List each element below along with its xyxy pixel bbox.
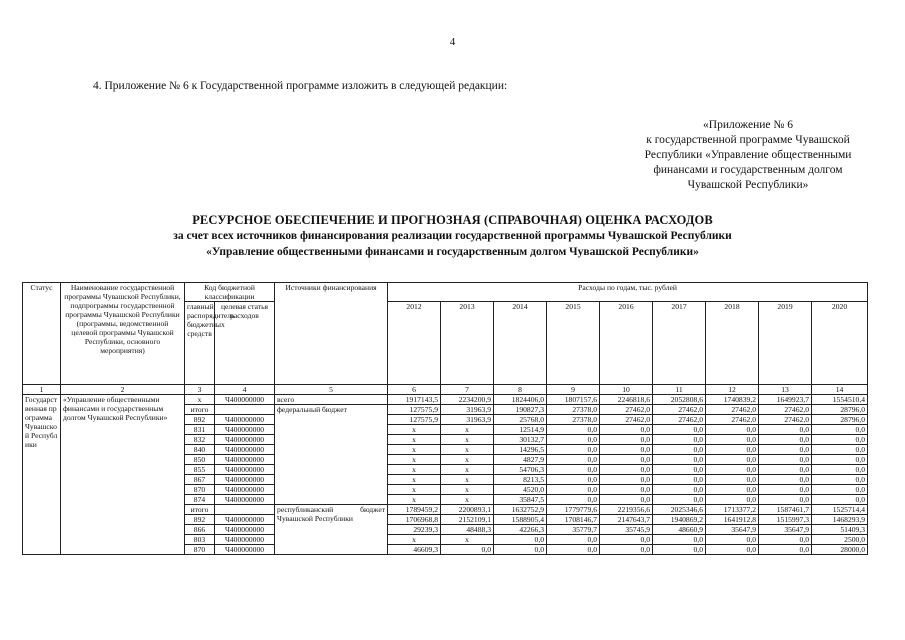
value-cell: 0,0 — [653, 465, 706, 475]
column-number: 7 — [441, 385, 494, 395]
value-cell: 4520,0 — [494, 485, 547, 495]
value-cell: 27462,0 — [600, 405, 653, 415]
value-cell: 35647,9 — [759, 525, 812, 535]
value-cell: x — [388, 435, 441, 445]
value-cell: 0,0 — [706, 475, 759, 485]
value-cell: 0,0 — [759, 535, 812, 545]
value-cell: 127575,9 — [388, 405, 441, 415]
article-code-cell — [215, 505, 275, 515]
value-cell: x — [441, 455, 494, 465]
value-cell: 0,0 — [706, 485, 759, 495]
value-cell: 28000,0 — [812, 545, 868, 555]
gr-code-cell: 866 — [185, 525, 215, 535]
value-cell: 51409,3 — [812, 525, 868, 535]
value-cell: 25768,0 — [494, 415, 547, 425]
header-year: 2017 — [653, 302, 706, 385]
value-cell: 0,0 — [494, 535, 547, 545]
column-number: 14 — [812, 385, 868, 395]
value-cell: 42266,3 — [494, 525, 547, 535]
article-code-cell: Ч400000000 — [215, 465, 275, 475]
value-cell: 0,0 — [494, 545, 547, 555]
program-name-cell: «Управление общественными финансами и государственным долгом Чувашской Республики» — [61, 395, 185, 555]
value-cell: 0,0 — [706, 425, 759, 435]
value-cell: 0,0 — [759, 465, 812, 475]
value-cell: 0,0 — [812, 445, 868, 455]
page-number: 4 — [449, 36, 456, 48]
gr-code-cell: 850 — [185, 455, 215, 465]
value-cell: 0,0 — [812, 475, 868, 485]
appendix-note-line: финансами и государственным долгом — [653, 164, 843, 176]
value-cell: x — [388, 465, 441, 475]
article-code-cell: Ч400000000 — [215, 495, 275, 505]
value-cell: x — [441, 465, 494, 475]
status-cell: Государственная программа Чувашской Республики — [23, 395, 61, 555]
value-cell: 27462,0 — [706, 405, 759, 415]
value-cell: 0,0 — [600, 465, 653, 475]
value-cell: 0,0 — [653, 425, 706, 435]
value-cell: x — [441, 535, 494, 545]
source-cell: всего — [275, 395, 388, 405]
value-cell: 35647,9 — [706, 525, 759, 535]
header-gr: главный распорядитель бюджетных средств — [185, 302, 215, 385]
article-code-cell: Ч400000000 — [215, 535, 275, 545]
value-cell: 35847,5 — [494, 495, 547, 505]
value-cell: 0,0 — [653, 495, 706, 505]
value-cell: 2234200,9 — [441, 395, 494, 405]
article-code-cell — [215, 405, 275, 415]
value-cell: 0,0 — [600, 445, 653, 455]
appendix-note-line: «Приложение № 6 — [703, 119, 793, 131]
value-cell: 0,0 — [547, 535, 600, 545]
value-cell: x — [441, 435, 494, 445]
value-cell: 0,0 — [653, 455, 706, 465]
value-cell: 0,0 — [759, 445, 812, 455]
column-number: 1 — [23, 385, 61, 395]
header-year: 2013 — [441, 302, 494, 385]
value-cell: 0,0 — [547, 485, 600, 495]
value-cell: 2246818,6 — [600, 395, 653, 405]
intro-paragraph: 4. Приложение № 6 к Государственной программе изложить в следующей редакции: — [93, 80, 508, 92]
header-year: 2019 — [759, 302, 812, 385]
header-article: целевая статья расходов — [215, 302, 275, 385]
value-cell: 28796,0 — [812, 415, 868, 425]
article-code-cell: Ч400000000 — [215, 425, 275, 435]
value-cell: 27378,0 — [547, 405, 600, 415]
value-cell: 0,0 — [547, 455, 600, 465]
value-cell: 0,0 — [759, 425, 812, 435]
value-cell: 1515997,3 — [759, 515, 812, 525]
gr-code-cell: 867 — [185, 475, 215, 485]
value-cell: 1917143,5 — [388, 395, 441, 405]
appendix-note-line: Республики «Управление общественными — [644, 149, 852, 161]
value-cell: 1713377,2 — [706, 505, 759, 515]
value-cell: 1525714,4 — [812, 505, 868, 515]
value-cell: 27462,0 — [759, 405, 812, 415]
value-cell: x — [388, 445, 441, 455]
value-cell: 1641912,8 — [706, 515, 759, 525]
value-cell: 0,0 — [812, 485, 868, 495]
value-cell: x — [388, 475, 441, 485]
header-year: 2015 — [547, 302, 600, 385]
article-code-cell: Ч400000000 — [215, 415, 275, 425]
value-cell: 29239,3 — [388, 525, 441, 535]
value-cell: 27462,0 — [759, 415, 812, 425]
article-code-cell: Ч400000000 — [215, 445, 275, 455]
value-cell: 0,0 — [441, 545, 494, 555]
source-cell: федеральный бюджет — [275, 405, 388, 505]
value-cell: 27378,0 — [547, 415, 600, 425]
value-cell: 0,0 — [600, 455, 653, 465]
value-cell: 0,0 — [600, 475, 653, 485]
article-code-cell: Ч400000000 — [215, 485, 275, 495]
article-code-cell: Ч400000000 — [215, 455, 275, 465]
gr-code-cell: x — [185, 395, 215, 405]
value-cell: 0,0 — [759, 495, 812, 505]
column-number: 2 — [61, 385, 185, 395]
gr-code-cell: 892 — [185, 415, 215, 425]
gr-code-cell: 840 — [185, 445, 215, 455]
value-cell: 0,0 — [653, 445, 706, 455]
value-cell: 0,0 — [759, 455, 812, 465]
value-cell: 46609,3 — [388, 545, 441, 555]
value-cell: 1649923,7 — [759, 395, 812, 405]
value-cell: 2500,0 — [812, 535, 868, 545]
value-cell: 0,0 — [600, 535, 653, 545]
value-cell: x — [388, 495, 441, 505]
value-cell: 4827,9 — [494, 455, 547, 465]
header-name: Наименование государственной программы Чувашской Республики, подпрограммы государственной программы Чувашской Республики (программы, ведомственной целевой программы Чувашской Республики, основного мероприятия) — [61, 283, 185, 385]
value-cell: x — [388, 485, 441, 495]
value-cell: 12514,9 — [494, 425, 547, 435]
budget-table — [22, 282, 868, 555]
gr-code-cell: 831 — [185, 425, 215, 435]
column-number: 5 — [275, 385, 388, 395]
value-cell: 0,0 — [812, 495, 868, 505]
column-number: 12 — [706, 385, 759, 395]
gr-code-cell: 874 — [185, 495, 215, 505]
value-cell: 1740839,2 — [706, 395, 759, 405]
value-cell: 1706968,8 — [388, 515, 441, 525]
value-cell: 1587461,7 — [759, 505, 812, 515]
value-cell: 1779779,6 — [547, 505, 600, 515]
value-cell: 14296,5 — [494, 445, 547, 455]
value-cell: 2052808,6 — [653, 395, 706, 405]
value-cell: 2200893,1 — [441, 505, 494, 515]
appendix-note-line: к государственной программе Чувашской — [646, 134, 850, 146]
value-cell: 1708146,7 — [547, 515, 600, 525]
value-cell: x — [388, 455, 441, 465]
header-expenses: Расходы по годам, тыс. рублей — [388, 283, 868, 302]
value-cell: 48660,9 — [653, 525, 706, 535]
article-code-cell: Ч400000000 — [215, 545, 275, 555]
value-cell: 0,0 — [600, 545, 653, 555]
gr-code-cell: итого — [185, 505, 215, 515]
value-cell: 27462,0 — [600, 415, 653, 425]
value-cell: 0,0 — [600, 435, 653, 445]
value-cell: 0,0 — [653, 485, 706, 495]
value-cell: 0,0 — [706, 435, 759, 445]
document-heading — [0, 212, 905, 260]
value-cell: 0,0 — [706, 445, 759, 455]
value-cell: x — [441, 425, 494, 435]
value-cell: 1824406,0 — [494, 395, 547, 405]
article-code-cell: Ч400000000 — [215, 515, 275, 525]
value-cell: x — [441, 445, 494, 455]
value-cell: 35745,9 — [600, 525, 653, 535]
gr-code-cell: 870 — [185, 485, 215, 495]
column-number: 11 — [653, 385, 706, 395]
value-cell: 48488,3 — [441, 525, 494, 535]
value-cell: 1940869,2 — [653, 515, 706, 525]
value-cell: 2152109,1 — [441, 515, 494, 525]
article-code-cell: Ч400000000 — [215, 525, 275, 535]
column-number: 9 — [547, 385, 600, 395]
value-cell: 0,0 — [547, 545, 600, 555]
value-cell: 0,0 — [547, 445, 600, 455]
value-cell: 2147643,7 — [600, 515, 653, 525]
column-number: 10 — [600, 385, 653, 395]
value-cell: 0,0 — [706, 495, 759, 505]
value-cell: 0,0 — [547, 465, 600, 475]
value-cell: 2025346,6 — [653, 505, 706, 515]
column-number: 3 — [185, 385, 215, 395]
value-cell: 0,0 — [759, 485, 812, 495]
gr-code-cell: 855 — [185, 465, 215, 475]
value-cell: 0,0 — [759, 545, 812, 555]
value-cell: 35779,7 — [547, 525, 600, 535]
value-cell: 0,0 — [759, 475, 812, 485]
value-cell: 0,0 — [759, 435, 812, 445]
gr-code-cell: 870 — [185, 545, 215, 555]
header-status: Статус — [23, 283, 61, 385]
value-cell: 0,0 — [653, 545, 706, 555]
value-cell: x — [388, 425, 441, 435]
appendix-note-line: Чувашской Республики» — [687, 179, 809, 191]
value-cell: x — [388, 535, 441, 545]
heading-line-3: «Управление общественными финансами и государственным долгом Чувашской Республики» — [206, 246, 699, 258]
value-cell: 1588905,4 — [494, 515, 547, 525]
value-cell: 0,0 — [600, 485, 653, 495]
gr-code-cell: итого — [185, 405, 215, 415]
value-cell: 1807157,6 — [547, 395, 600, 405]
value-cell: 0,0 — [812, 425, 868, 435]
value-cell: 31963,9 — [441, 405, 494, 415]
value-cell: 0,0 — [547, 435, 600, 445]
value-cell: 0,0 — [812, 465, 868, 475]
header-row-1 — [23, 283, 868, 302]
appendix-note — [598, 118, 898, 193]
value-cell: x — [441, 485, 494, 495]
value-cell: 0,0 — [706, 465, 759, 475]
value-cell: 28796,0 — [812, 405, 868, 415]
value-cell: 1554510,4 — [812, 395, 868, 405]
header-year: 2018 — [706, 302, 759, 385]
value-cell: 0,0 — [547, 475, 600, 485]
header-code: Код бюджетной классификации — [185, 283, 275, 302]
heading-line-2: за счет всех источников финансирования реализации государственной программы Чувашской Республики — [173, 230, 732, 242]
article-code-cell: Ч400000000 — [215, 435, 275, 445]
header-year: 2020 — [812, 302, 868, 385]
article-code-cell: Ч400000000 — [215, 475, 275, 485]
value-cell: 8213,5 — [494, 475, 547, 485]
column-number: 4 — [215, 385, 275, 395]
value-cell: 190827,3 — [494, 405, 547, 415]
column-number: 6 — [388, 385, 441, 395]
value-cell: 27462,0 — [706, 415, 759, 425]
column-number: 8 — [494, 385, 547, 395]
value-cell: 27462,0 — [653, 405, 706, 415]
value-cell: 0,0 — [706, 535, 759, 545]
value-cell: 0,0 — [653, 475, 706, 485]
value-cell: 0,0 — [547, 495, 600, 505]
value-cell: 0,0 — [653, 535, 706, 545]
table-row — [23, 395, 868, 405]
value-cell: 0,0 — [600, 495, 653, 505]
value-cell: 31963,9 — [441, 415, 494, 425]
value-cell: 1632752,9 — [494, 505, 547, 515]
value-cell: 54706,3 — [494, 465, 547, 475]
heading-line-1: РЕСУРСНОЕ ОБЕСПЕЧЕНИЕ И ПРОГНОЗНАЯ (СПРАВОЧНАЯ) ОЦЕНКА РАСХОДОВ — [192, 213, 713, 227]
header-year: 2016 — [600, 302, 653, 385]
value-cell: 0,0 — [706, 545, 759, 555]
column-numbers-row — [23, 385, 868, 395]
header-source: Источники финансирования — [275, 283, 388, 385]
value-cell: 1468293,9 — [812, 515, 868, 525]
article-code-cell: Ч400000000 — [215, 395, 275, 405]
gr-code-cell: 832 — [185, 435, 215, 445]
value-cell: 0,0 — [600, 425, 653, 435]
gr-code-cell: 892 — [185, 515, 215, 525]
value-cell: x — [441, 475, 494, 485]
value-cell: 27462,0 — [653, 415, 706, 425]
source-cell: республиканский бюджет Чувашской Республики — [275, 505, 388, 555]
value-cell: 30132,7 — [494, 435, 547, 445]
value-cell: 127575,9 — [388, 415, 441, 425]
value-cell: 0,0 — [547, 425, 600, 435]
value-cell: 0,0 — [653, 435, 706, 445]
column-number: 13 — [759, 385, 812, 395]
gr-code-cell: 803 — [185, 535, 215, 545]
value-cell: 0,0 — [812, 455, 868, 465]
value-cell: 2219356,6 — [600, 505, 653, 515]
value-cell: 1789459,2 — [388, 505, 441, 515]
header-year: 2012 — [388, 302, 441, 385]
value-cell: 0,0 — [812, 435, 868, 445]
header-year: 2014 — [494, 302, 547, 385]
value-cell: x — [441, 495, 494, 505]
value-cell: 0,0 — [706, 455, 759, 465]
